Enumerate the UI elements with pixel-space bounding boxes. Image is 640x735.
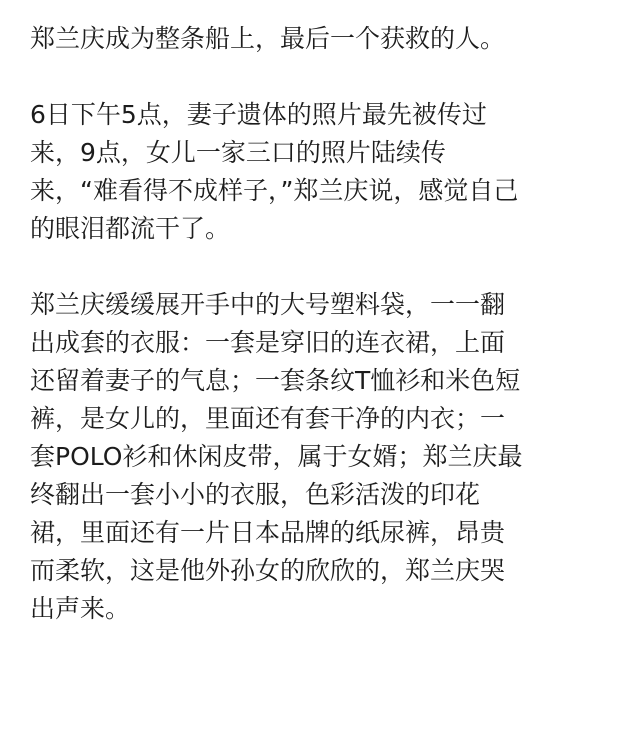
text-line: 出成套的衣服：一套是穿旧的连衣裙，上面 [30,328,506,357]
text-line: 还留着妻子的气息；一套条纹T恤衫和米色短 [30,366,521,395]
text-line: 裤，是女儿的，里面还有套干净的内衣；一 [30,404,506,433]
text-line: 裙，里面还有一片日本品牌的纸尿裤，昂贵 [30,518,506,547]
text-line: 郑兰庆成为整条船上，最后一个获救的人。 [30,24,506,53]
paragraph-3 [30,286,612,628]
text-line: 终翻出一套小小的衣服，色彩活泼的印花 [30,480,481,509]
paragraph-1 [30,20,612,58]
text-line: 来，“难看得不成样子，”郑兰庆说，感觉自己 [30,176,519,205]
text-line: 6日下午5点，妻子遗体的照片最先被传过 [30,100,487,129]
paragraph-2 [30,96,612,248]
text-line: 的眼泪都流干了。 [30,214,231,243]
text-line: 出声来。 [30,594,131,623]
text-line: 来，9点，女儿一家三口的照片陆续传 [30,138,446,167]
text-line: 而柔软，这是他外孙女的欣欣的，郑兰庆哭 [30,556,506,585]
text-line: 郑兰庆缓缓展开手中的大号塑料袋，一一翻 [30,290,506,319]
paragraph-spacer [30,58,612,96]
text-line: 套POLO衫和休闲皮带，属于女婿；郑兰庆最 [30,442,523,471]
paragraph-spacer [30,248,612,286]
